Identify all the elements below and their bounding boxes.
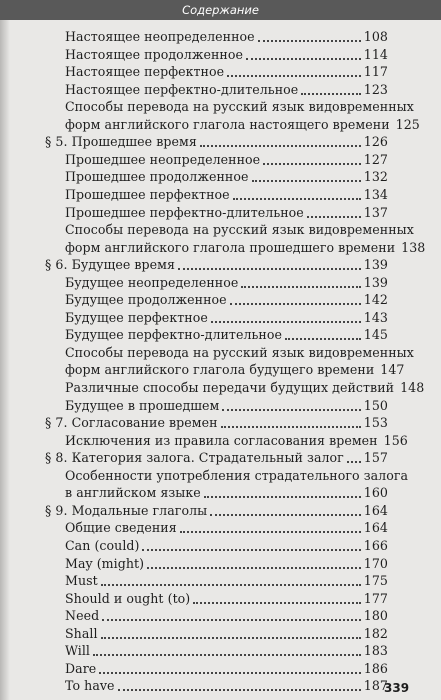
dot-leader [222, 408, 360, 411]
toc-section-label: § 5. Прошедшее время [45, 134, 197, 150]
toc-entry [65, 204, 388, 222]
toc-entry [65, 432, 408, 450]
toc-entry-label: Будущее в прошедшем [65, 397, 220, 413]
toc-section [45, 256, 388, 274]
toc-entry [65, 326, 388, 344]
dot-leader [204, 495, 361, 498]
toc-entry [65, 555, 388, 573]
toc-entry-page: 180 [363, 608, 388, 624]
toc-entry-continued-line: Особенности употребления страдательного залога [65, 467, 409, 483]
toc-entry-label: Прошедшее перфектное [65, 186, 230, 202]
toc-entry-page: 170 [363, 555, 388, 571]
toc-entry-page: 166 [363, 537, 388, 553]
toc-entry-label: To have [65, 678, 115, 694]
dot-leader [307, 215, 361, 218]
dot-leader [193, 601, 361, 604]
toc-entry [65, 116, 420, 134]
toc-entry [65, 677, 388, 695]
toc-entry [65, 274, 388, 292]
toc-entry-label: Будущее неопределенное [65, 274, 239, 290]
dot-leader [101, 583, 361, 586]
toc-entry-label: Should и ought (to) [65, 590, 191, 606]
toc-entry-page: 114 [363, 46, 388, 62]
dot-leader [142, 548, 360, 551]
dot-leader [93, 653, 361, 656]
toc-entry [65, 186, 388, 204]
toc-entry [65, 63, 388, 81]
toc-entry [65, 239, 426, 257]
toc-entry-page: 132 [363, 169, 388, 185]
toc-entry-label: Исключения из правила согласования времен [65, 432, 378, 448]
toc-entry [65, 81, 388, 99]
toc-entry-page: 139 [363, 257, 388, 273]
toc-entry-page: 153 [363, 415, 388, 431]
dot-leader [211, 320, 361, 323]
dot-leader [246, 57, 361, 60]
dot-leader [118, 688, 361, 691]
dot-leader [258, 39, 361, 42]
toc-entry-label: Будущее перфектно-длительное [65, 327, 282, 343]
toc-entry-label: Общие сведения [65, 520, 177, 536]
toc-entry-label: Прошедшее перфектно-длительное [65, 204, 304, 220]
toc-entry-page: 187 [363, 678, 388, 694]
toc-entry [65, 642, 388, 660]
dot-leader [210, 513, 361, 516]
toc-entry-label: Настоящее перфектно-длительное [65, 81, 299, 97]
dot-leader [101, 636, 361, 639]
toc-entry-page: 139 [363, 274, 388, 290]
dot-leader [180, 530, 361, 533]
toc-entry-page: 182 [363, 625, 388, 641]
toc-entry-page: 138 [401, 239, 426, 255]
toc-entry-label: Shall [65, 625, 98, 641]
toc-entry-label: Can (could) [65, 537, 140, 553]
toc-entry-label: Настоящее перфектное [65, 64, 225, 80]
toc-entry-page: 157 [363, 450, 388, 466]
toc-entry [65, 168, 388, 186]
toc-entry-page: 175 [363, 573, 388, 589]
toc-entry-page: 164 [363, 520, 388, 536]
dot-leader [178, 267, 361, 270]
toc-entry-page: 134 [363, 186, 388, 202]
toc-entry-page: 164 [363, 502, 388, 518]
toc-section-label: § 9. Модальные глаголы [45, 502, 208, 518]
toc-entry-label: Настоящее неопределенное [65, 29, 255, 44]
toc-entry-label: May (might) [65, 555, 145, 571]
toc-entry-label: в английском языке [65, 485, 201, 501]
toc-entry-label: форм английского глагола будущего времени [65, 362, 375, 378]
toc-entry-page: 127 [363, 151, 388, 167]
toc-entry-label: Will [65, 643, 91, 659]
dot-leader [252, 179, 361, 182]
toc-entry-page: 123 [363, 81, 388, 97]
toc-entry-page: 117 [363, 64, 388, 80]
toc-section [45, 414, 388, 432]
toc-entry-page: 147 [380, 362, 405, 378]
toc-entry-page: 156 [383, 432, 408, 448]
toc-entry-continued-line: Способы перевода на русский язык видовременных [65, 99, 414, 115]
toc-entry-label: Must [65, 573, 98, 589]
toc-entry-label: форм английского глагола прошедшего времени [65, 239, 396, 255]
toc-entry [65, 607, 388, 625]
toc-entry-label: Будущее продолженное [65, 292, 227, 308]
toc-entry [65, 397, 388, 415]
dot-leader [285, 337, 361, 340]
toc-entry [65, 379, 425, 397]
toc-entry-continued-line: Способы перевода на русский язык видовременных [65, 222, 414, 238]
toc-entry-continued-line: Способы перевода на русский язык видовременных [65, 344, 414, 360]
toc-entry-page: 150 [363, 397, 388, 413]
dot-leader [233, 197, 361, 200]
dot-leader [227, 74, 361, 77]
toc-entry-page: 108 [363, 29, 388, 44]
dot-leader [263, 162, 361, 165]
toc-entry-page: 126 [363, 134, 388, 150]
toc-entry-page: 137 [363, 204, 388, 220]
toc-section [45, 449, 388, 467]
toc-entry-label: Различные способы передачи будущих действий [65, 380, 395, 395]
header-title: Содержание [182, 3, 259, 17]
toc-entry [65, 28, 388, 46]
toc-entry [65, 361, 405, 379]
dot-leader [230, 302, 361, 305]
toc-entry [65, 625, 388, 643]
toc-entry-page: 160 [363, 485, 388, 501]
toc-entry-page: 186 [363, 660, 388, 676]
dot-leader [99, 671, 361, 674]
dot-leader [301, 92, 360, 95]
toc-entry-page: 183 [363, 643, 388, 659]
dot-leader [147, 566, 361, 569]
toc-entry [65, 309, 388, 327]
toc-entry [65, 519, 388, 537]
toc-entry [65, 151, 388, 169]
toc-entry-label: Прошедшее продолженное [65, 169, 249, 185]
toc-entry-label: Прошедшее неопределенное [65, 151, 261, 167]
toc-entry-label: форм английского глагола настоящего времени [65, 116, 390, 132]
toc-entry [65, 484, 388, 502]
toc-entry [65, 590, 388, 608]
dot-leader [221, 425, 361, 428]
toc-entry-page: 148 [400, 380, 425, 395]
toc-entry-page: 143 [363, 309, 388, 325]
toc-entry [65, 660, 388, 678]
toc-section-label: § 6. Будущее время [45, 257, 176, 273]
page-number: 339 [384, 681, 410, 695]
toc-section-label: § 7. Согласование времен [45, 415, 218, 431]
toc-section [45, 133, 388, 151]
toc-entry [65, 291, 388, 309]
toc-entry-label: Будущее перфектное [65, 309, 208, 325]
toc-section-label: § 8. Категория залога. Страдательный залог [45, 450, 344, 466]
toc-entry [65, 572, 388, 590]
toc-entry-label: Dare [65, 660, 97, 676]
dot-leader [102, 618, 361, 621]
dot-leader [347, 460, 361, 463]
toc-entry-page: 142 [363, 292, 388, 308]
dot-leader [241, 285, 360, 288]
toc-entry [65, 537, 388, 555]
dot-leader [200, 144, 361, 147]
toc-entry-label: Need [65, 608, 100, 624]
toc-entry-label: Настоящее продолженное [65, 46, 243, 62]
toc-entry-page: 145 [363, 327, 388, 343]
toc-entry [65, 46, 388, 64]
toc-entry-page: 177 [363, 590, 388, 606]
toc-entry-page: 125 [395, 116, 420, 132]
toc-section [45, 502, 388, 520]
